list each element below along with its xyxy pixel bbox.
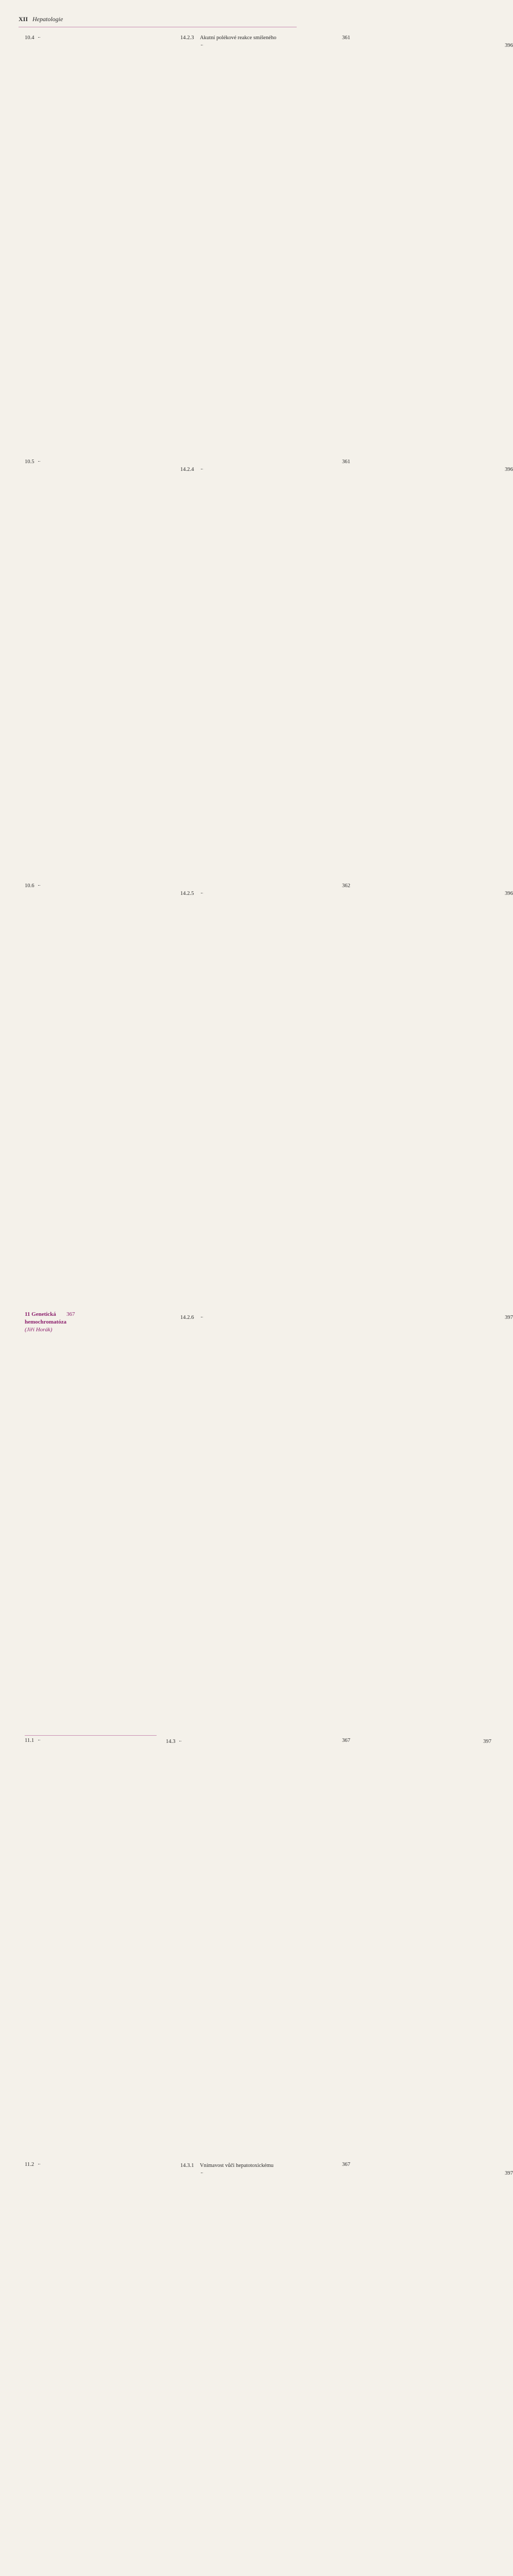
toc-entry[interactable]: [166, 2170, 513, 2576]
toc-entry-page: 396: [505, 891, 513, 897]
toc-entry-number: 14.2.3: [180, 35, 194, 41]
dot-leader: [38, 885, 40, 886]
toc-entry-page: 367: [342, 2162, 350, 2167]
toc-entry-page: 397: [483, 1739, 491, 1745]
toc-entry-title: Akutní polékové reakce smíšeného: [200, 35, 277, 41]
toc-entry[interactable]: [166, 2162, 299, 2170]
toc-entry-page: 367: [342, 1738, 350, 1743]
toc-entry-page: 361: [342, 459, 350, 465]
chapter-title: 11 Genetická hemochromatóza (Jiří Horák): [25, 1311, 67, 1333]
toc-entry-page: 396: [505, 467, 513, 473]
toc-entry-title: Vnímavost vůči hepatotoxickému: [200, 2163, 273, 2169]
toc-entry[interactable]: [166, 34, 299, 42]
toc-entry-number: 14.2.6: [180, 1315, 194, 1321]
toc-entry-page: 396: [505, 43, 513, 49]
toc-entry-page: 397: [505, 1315, 513, 1321]
toc-entry-number: 10.6: [25, 883, 35, 889]
chapter-author: (Jiří Horák): [25, 1327, 53, 1333]
toc-entry-number: 10.4: [25, 35, 35, 41]
toc-entry-number: 14.3.1: [180, 2163, 194, 2169]
page-number: XII: [19, 15, 28, 23]
running-title: Hepatologie: [32, 15, 63, 23]
toc-entry-number: 11.2: [25, 2162, 35, 2167]
toc-entry-number: 11.1: [25, 1738, 35, 1743]
toc-entry-page: 397: [505, 2171, 513, 2177]
toc-entry-page: 361: [342, 35, 350, 41]
chapter-page: 367: [66, 1311, 75, 1317]
toc-entry-number: 14.2.5: [180, 891, 194, 897]
toc-entry[interactable]: [166, 1314, 513, 1738]
toc-entry-number: 14.2.4: [180, 467, 194, 473]
page-header: [19, 15, 297, 23]
toc-entry-number: 14.3: [166, 1739, 176, 1745]
toc-entry[interactable]: [166, 890, 513, 1314]
chapter-heading[interactable]: [25, 1311, 157, 1736]
dot-leader: [38, 37, 40, 38]
toc-entry-page: 362: [342, 883, 350, 889]
toc-entry-number: 10.5: [25, 459, 35, 465]
dot-leader: [38, 461, 40, 462]
